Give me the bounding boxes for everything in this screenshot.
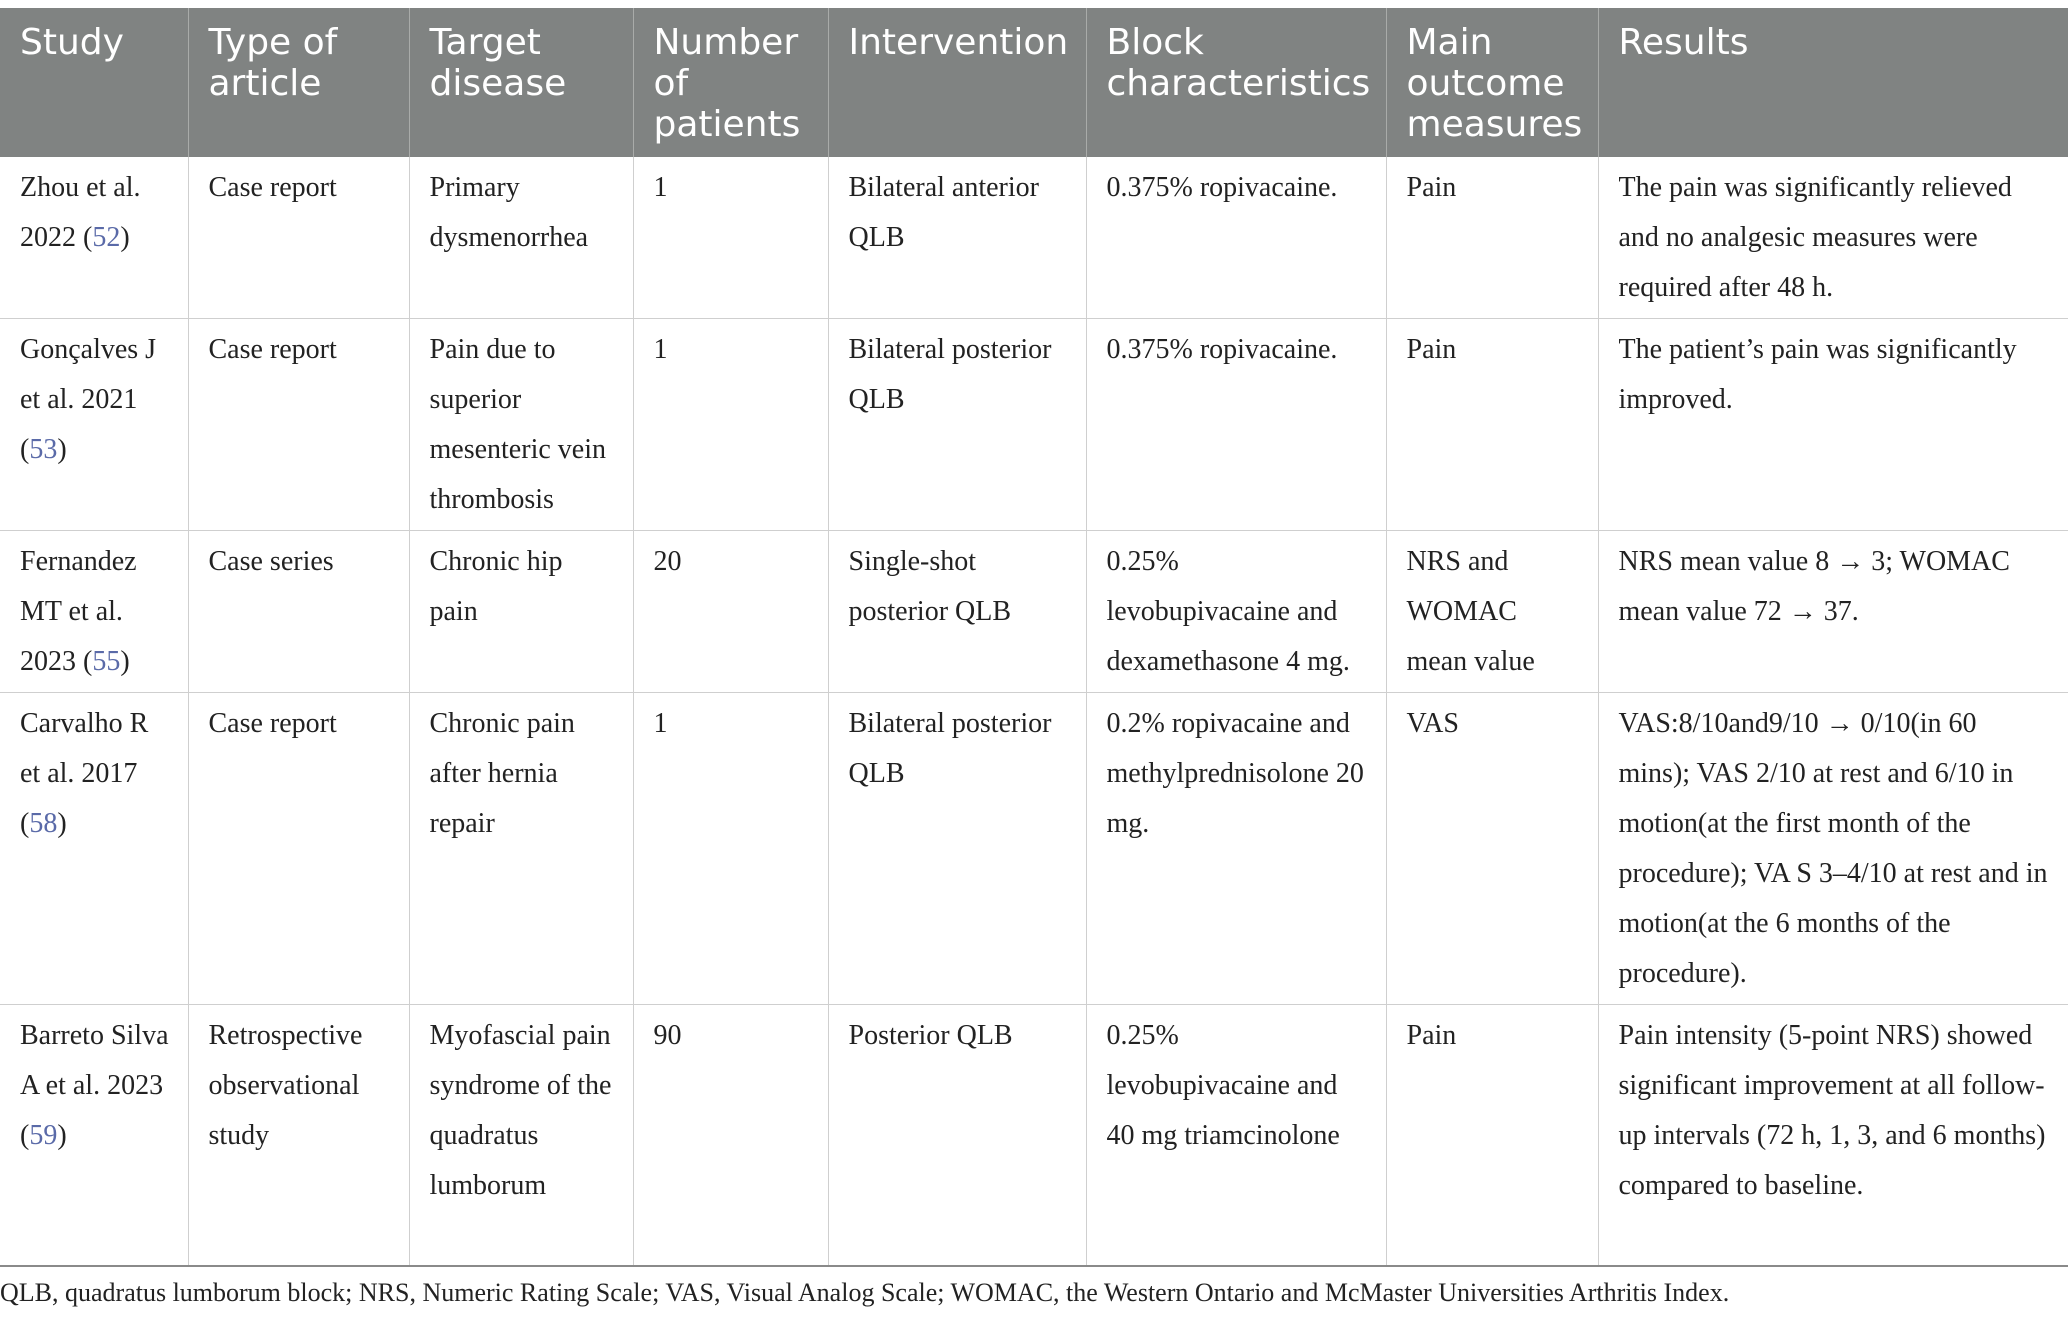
- table-row: [0, 318, 2068, 530]
- cell-study: Fernandez MT et al. 2023 (55): [0, 530, 188, 692]
- cell-type: Case report: [188, 157, 409, 318]
- cell-intervention: Bilateral anterior QLB: [828, 157, 1086, 318]
- header-results: Results: [1598, 8, 2068, 157]
- cell-patients: 1: [633, 157, 828, 318]
- cell-outcome: NRS and WOMAC mean value: [1386, 530, 1598, 692]
- cell-outcome: Pain: [1386, 157, 1598, 318]
- header-disease: Target disease: [409, 8, 633, 157]
- reference-link[interactable]: 53: [29, 433, 58, 465]
- table-row: [0, 157, 2068, 318]
- cell-block: 0.25% levobupivacaine and 40 mg triamcinolone: [1086, 1004, 1386, 1266]
- cell-outcome: Pain: [1386, 1004, 1598, 1266]
- table-row: [0, 692, 2068, 1004]
- reference-link[interactable]: 55: [92, 645, 121, 677]
- header-type: Type of article: [188, 8, 409, 157]
- cell-intervention: Posterior QLB: [828, 1004, 1086, 1266]
- cell-patients: 90: [633, 1004, 828, 1266]
- header-block: Block characteristics: [1086, 8, 1386, 157]
- header-study: Study: [0, 8, 188, 157]
- cell-study: Barreto Silva A et al. 2023 (59): [0, 1004, 188, 1266]
- header-patients: Number of patients: [633, 8, 828, 157]
- table-row: [0, 530, 2068, 692]
- cell-intervention: Bilateral posterior QLB: [828, 318, 1086, 530]
- cell-block: 0.25% levobupivacaine and dexamethasone 4 mg.: [1086, 530, 1386, 692]
- cell-patients: 1: [633, 318, 828, 530]
- table-footnote: QLB, quadratus lumborum block; NRS, Numeric Rating Scale; VAS, Visual Analog Scale; WOMAC, the Western Ontario and McMaster Universities Arthritis Index.: [0, 1278, 1730, 1307]
- cell-block: 0.375% ropivacaine.: [1086, 318, 1386, 530]
- cell-type: Case series: [188, 530, 409, 692]
- cell-type: Retrospective observational study: [188, 1004, 409, 1266]
- cell-results: NRS mean value 8 → 3; WOMAC mean value 72 → 37.: [1598, 530, 2068, 692]
- cell-patients: 20: [633, 530, 828, 692]
- cell-study: Carvalho R et al. 2017 (58): [0, 692, 188, 1004]
- reference-link[interactable]: 58: [29, 807, 58, 839]
- cell-type: Case report: [188, 692, 409, 1004]
- cell-block: 0.375% ropivacaine.: [1086, 157, 1386, 318]
- table-container: [0, 8, 2068, 1267]
- header-outcome: Main outcome measures: [1386, 8, 1598, 157]
- reference-link[interactable]: 52: [92, 222, 121, 253]
- cell-outcome: VAS: [1386, 692, 1598, 1004]
- cell-results: Pain intensity (5-point NRS) showed significant improvement at all follow-up intervals (72 h, 1, 3, and 6 months) compared to baseline.: [1598, 1004, 2068, 1266]
- cell-disease: Myofascial pain syndrome of the quadratus lumborum: [409, 1004, 633, 1266]
- cell-disease: Primary dysmenorrhea: [409, 157, 633, 318]
- cell-study: Zhou et al. 2022 (52): [0, 157, 188, 318]
- cell-results: VAS:8/10and9/10 → 0/10(in 60 mins); VAS 2/10 at rest and 6/10 in motion(at the first month of the procedure); VA S 3–4/10 at rest and in motion(at the 6 months of the procedure).: [1598, 692, 2068, 1004]
- reference-link[interactable]: 59: [29, 1119, 58, 1151]
- cell-disease: Chronic pain after hernia repair: [409, 692, 633, 1004]
- cell-intervention: Single-shot posterior QLB: [828, 530, 1086, 692]
- cell-results: The patient’s pain was significantly improved.: [1598, 318, 2068, 530]
- cell-study: Gonçalves J et al. 2021 (53): [0, 318, 188, 530]
- header-intervention: Intervention: [828, 8, 1086, 157]
- cell-outcome: Pain: [1386, 318, 1598, 530]
- study-table: [0, 8, 2068, 1267]
- cell-disease: Chronic hip pain: [409, 530, 633, 692]
- table-row: [0, 1004, 2068, 1266]
- cell-type: Case report: [188, 318, 409, 530]
- cell-patients: 1: [633, 692, 828, 1004]
- cell-intervention: Bilateral posterior QLB: [828, 692, 1086, 1004]
- cell-disease: Pain due to superior mesenteric vein thrombosis: [409, 318, 633, 530]
- cell-results: The pain was significantly relieved and no analgesic measures were required after 48 h.: [1598, 157, 2068, 318]
- cell-block: 0.2% ropivacaine and methylprednisolone 20 mg.: [1086, 692, 1386, 1004]
- header-row: [0, 8, 2068, 157]
